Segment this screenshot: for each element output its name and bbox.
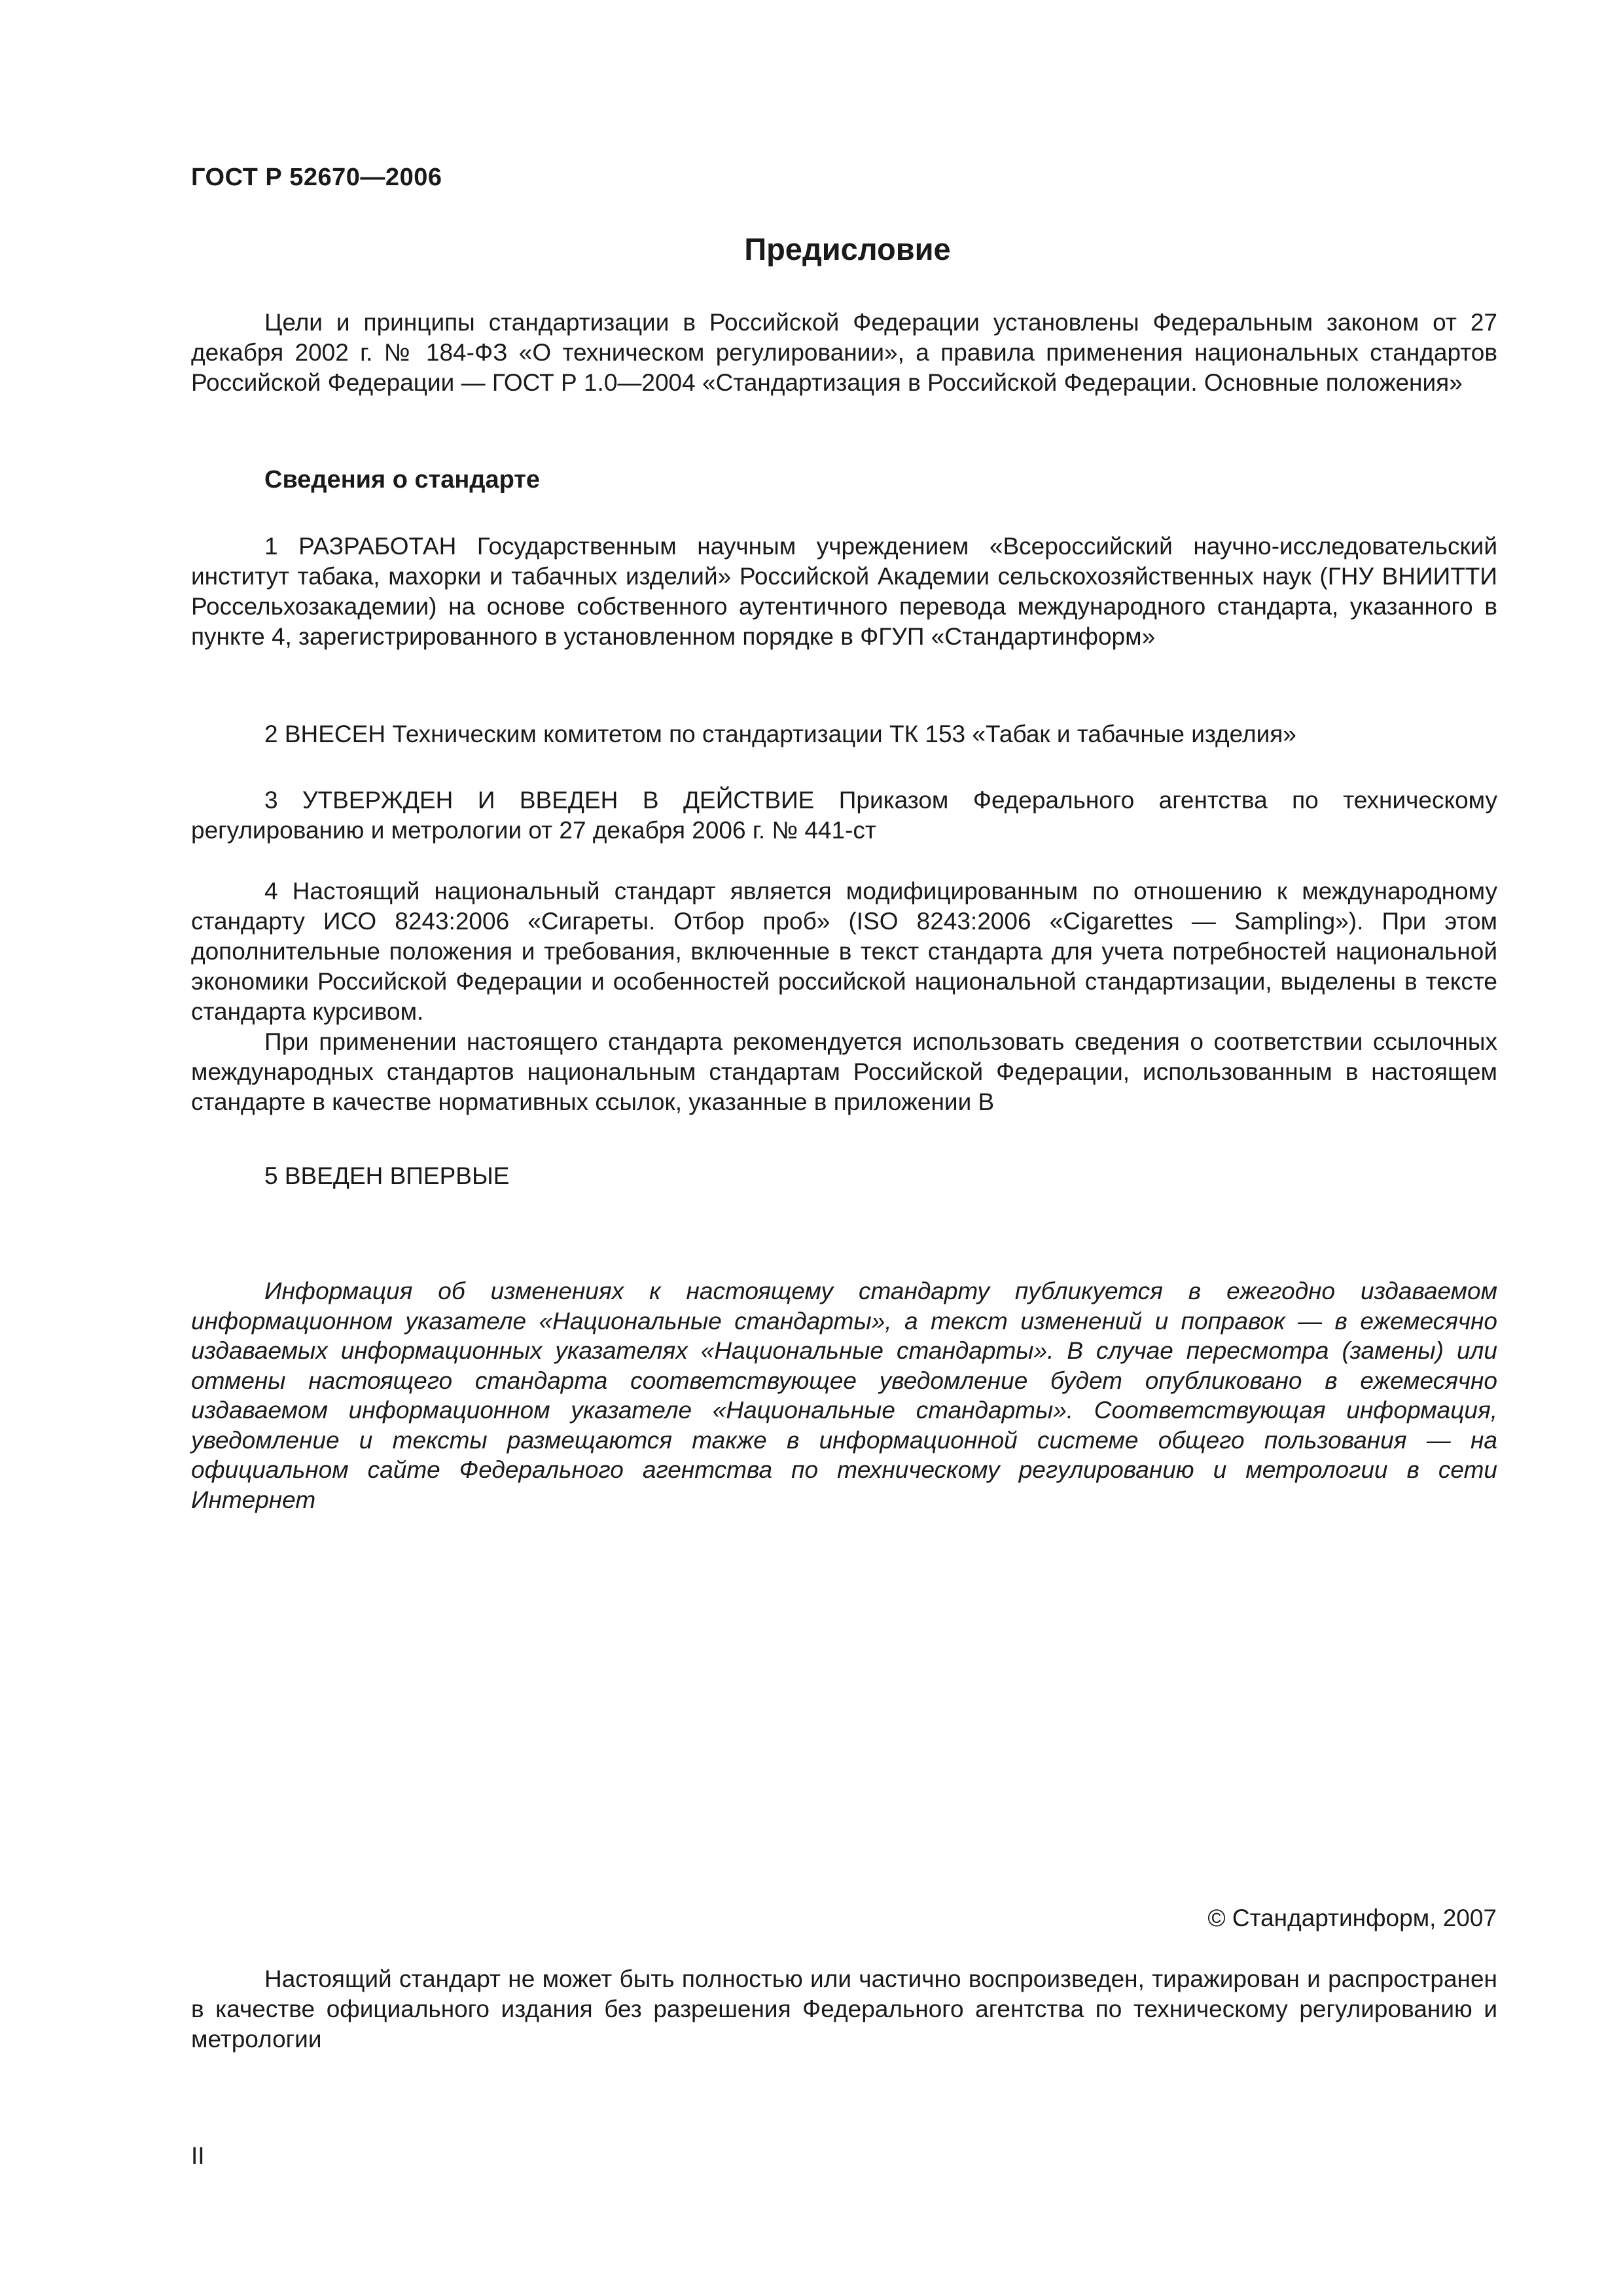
info-item-4-note: При применении настоящего стандарта рекомендуется использовать сведения о соответствии ссылочных международных стандартов национальным стандартам Российской Федерации, использованным в настоящем стандарте в качестве нормативных ссылок, указанные в приложении В: [191, 1028, 1497, 1115]
info-item-4-text: 4 Настоящий национальный стандарт является модифицированным по отношению к международному стандарту ИСО 8243:2006 «Сигареты. Отбор проб» (ISO 8243:2006 «Cigarettes — Sampling»). При этом дополнительные положения и требования, включенные в текст стандарта для учета потребностей национальной экономики Российской Федерации и особенностей российской национальной стандартизации, выделены в тексте стандарта курсивом.: [191, 878, 1497, 1025]
info-item-2: [191, 719, 1497, 749]
info-item-3-text: 3 УТВЕРЖДЕН И ВВЕДЕН В ДЕЙСТВИЕ Приказом Федерального агентства по техническому регулированию и метрологии от 27 декабря 2006 г. № 441-ст: [191, 787, 1497, 844]
info-item-5-text: 5 ВВЕДЕН ВПЕРВЫЕ: [264, 1162, 510, 1189]
info-item-1: [191, 531, 1497, 652]
info-item-5: [191, 1161, 1497, 1191]
amendments-notice-text: Информация об изменениях к настоящему стандарту публикуется в ежегодно издаваемом информационном указателе «Национальные стандарты», а текст изменений и поправок — в ежемесячно издаваемых информационных указателях «Национальные стандарты». В случае пересмотра (замены) или отмены настоящего стандарта соответствующее уведомление будет опубликовано в ежемесячно издаваемом информационном указателе «Национальные стандарты». Соответствующая информация, уведомление и тексты размещаются также в информационной системе общего пользования — на официальном сайте Федерального агентства по техническому регулированию и метрологии в сети Интернет: [191, 1278, 1497, 1513]
info-item-1-text: 1 РАЗРАБОТАН Государственным научным учреждением «Всероссийский научно-исследовательский институт табака, махорки и табачных изделий» Российской Академии сельскохозяйственных наук (ГНУ ВНИИТТИ Россельхозакадемии) на основе собственного аутентичного перевода международного стандарта, указанного в пункте 4, зарегистрированного в установленном порядке в ФГУП «Стандартинформ»: [191, 533, 1497, 650]
intro-paragraph: [191, 308, 1497, 398]
info-item-4: [191, 876, 1497, 1117]
info-item-3: [191, 785, 1497, 846]
info-item-2-text: 2 ВНЕСЕН Техническим комитетом по стандартизации ТК 153 «Табак и табачные изделия»: [264, 721, 1296, 747]
page-number: II: [191, 2142, 205, 2169]
standard-designation: ГОСТ Р 52670—2006: [191, 164, 442, 191]
reproduction-notice: [191, 1964, 1497, 2054]
intro-text: Цели и принципы стандартизации в Российской Федерации установлены Федеральным законом от 27 декабря 2002 г. № 184-ФЗ «О техническом регулировании», а правила применения национальных стандартов Российской Федерации — ГОСТ Р 1.0—2004 «Стандартизация в Российской Федерации. Основные положения»: [191, 309, 1497, 396]
amendments-notice: [191, 1276, 1497, 1515]
copyright-line: © Стандартинформ, 2007: [1207, 1905, 1497, 1931]
reproduction-notice-text: Настоящий стандарт не может быть полностью или частично воспроизведен, тиражирован и распространен в качестве официального издания без разрешения Федерального агентства по техническому регулированию и метрологии: [191, 1965, 1497, 2053]
section-subheading: Сведения о стандарте: [264, 466, 541, 493]
page-title: Предисловие: [744, 232, 951, 266]
